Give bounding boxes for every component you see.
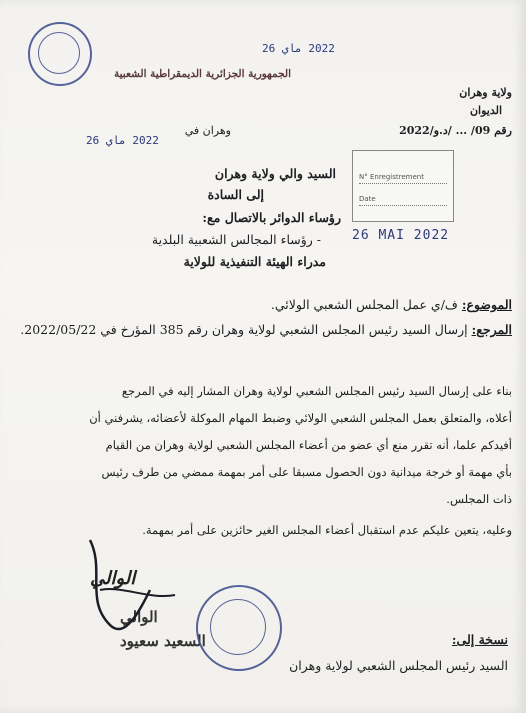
copy-label: نسخة إلى:: [451, 632, 508, 647]
subject-text: ف/ي عمل المجلس الشعبي الولائي.: [270, 297, 458, 312]
signature-title: الوالي: [120, 608, 158, 626]
registration-stamp: [352, 150, 454, 222]
wilaya-name: ولاية وهران: [459, 86, 512, 99]
subject-label: الموضوع:: [461, 297, 512, 312]
date-handwritten: 2022 ماي 26: [86, 134, 159, 147]
body-line-3: أفيدكم علما، أنه تقرر منع أي عضو من أعضاء المجلس الشعبي لولاية وهران من القيام: [105, 438, 512, 452]
body-line-4: بأي مهمة أو خرجة ميدانية دون الحصول مسبقا على أمر بمهمة ممضي من طرف رئيس: [101, 465, 512, 479]
recipient-1: رؤساء الدوائر بالاتصال مع:: [202, 210, 341, 225]
copy-recipient: السيد رئيس المجلس الشعبي لولاية وهران: [289, 658, 508, 673]
registration-date: 26 MAI 2022: [352, 228, 450, 243]
registration-label: N° Enregistrement: [359, 173, 424, 181]
governor-seal: [196, 585, 282, 671]
reference-text: إرسال السيد رئيس المجلس الشعبي لولاية وهران رقم 385 المؤرخ في 2022/05/22.: [20, 322, 468, 337]
signatory-name: السعيد سعيود: [120, 632, 206, 650]
body-line-5: ذات المجلس.: [446, 492, 512, 506]
office-name: الديوان: [469, 104, 502, 117]
handwritten-signature: [80, 530, 190, 650]
date-place: وهران في: [184, 124, 231, 137]
top-left-seal: [28, 22, 92, 86]
sender-title: السيد والي ولاية وهران: [214, 166, 336, 181]
republic-header: الجمهورية الجزائرية الديمقراطية الشعبية: [113, 68, 291, 80]
subject-line: [271, 297, 512, 312]
reference-label: المرجع:: [471, 322, 512, 337]
reference-number: رقم 09/ ... /د.و/2022: [399, 124, 512, 137]
reference-line: [20, 322, 512, 337]
top-date-stamp: 2022 ماي 26: [262, 42, 335, 55]
signature-title-handwritten: الوالي: [90, 568, 136, 589]
recipient-2: - رؤساء المجالس الشعبية البلدية: [151, 232, 321, 247]
body-line-2: أعلاه، والمتعلق بعمل المجلس الشعبي الولائي وضبط المهام الموكلة لأعضائه، يشرفني أن: [89, 411, 512, 425]
recipient-3: مدراء الهيئة التنفيذية للولاية: [183, 254, 326, 269]
to-line: إلى السادة: [207, 187, 264, 202]
body-closing: وعليه، يتعين عليكم عدم استقبال أعضاء المجلس الغير حائزين على أمر بمهمة.: [142, 523, 512, 537]
body-line-1: بناء على إرسال السيد رئيس المجلس الشعبي لولاية وهران المشار إليه في المرجع: [121, 384, 512, 398]
registration-date-label: Date: [359, 195, 376, 203]
